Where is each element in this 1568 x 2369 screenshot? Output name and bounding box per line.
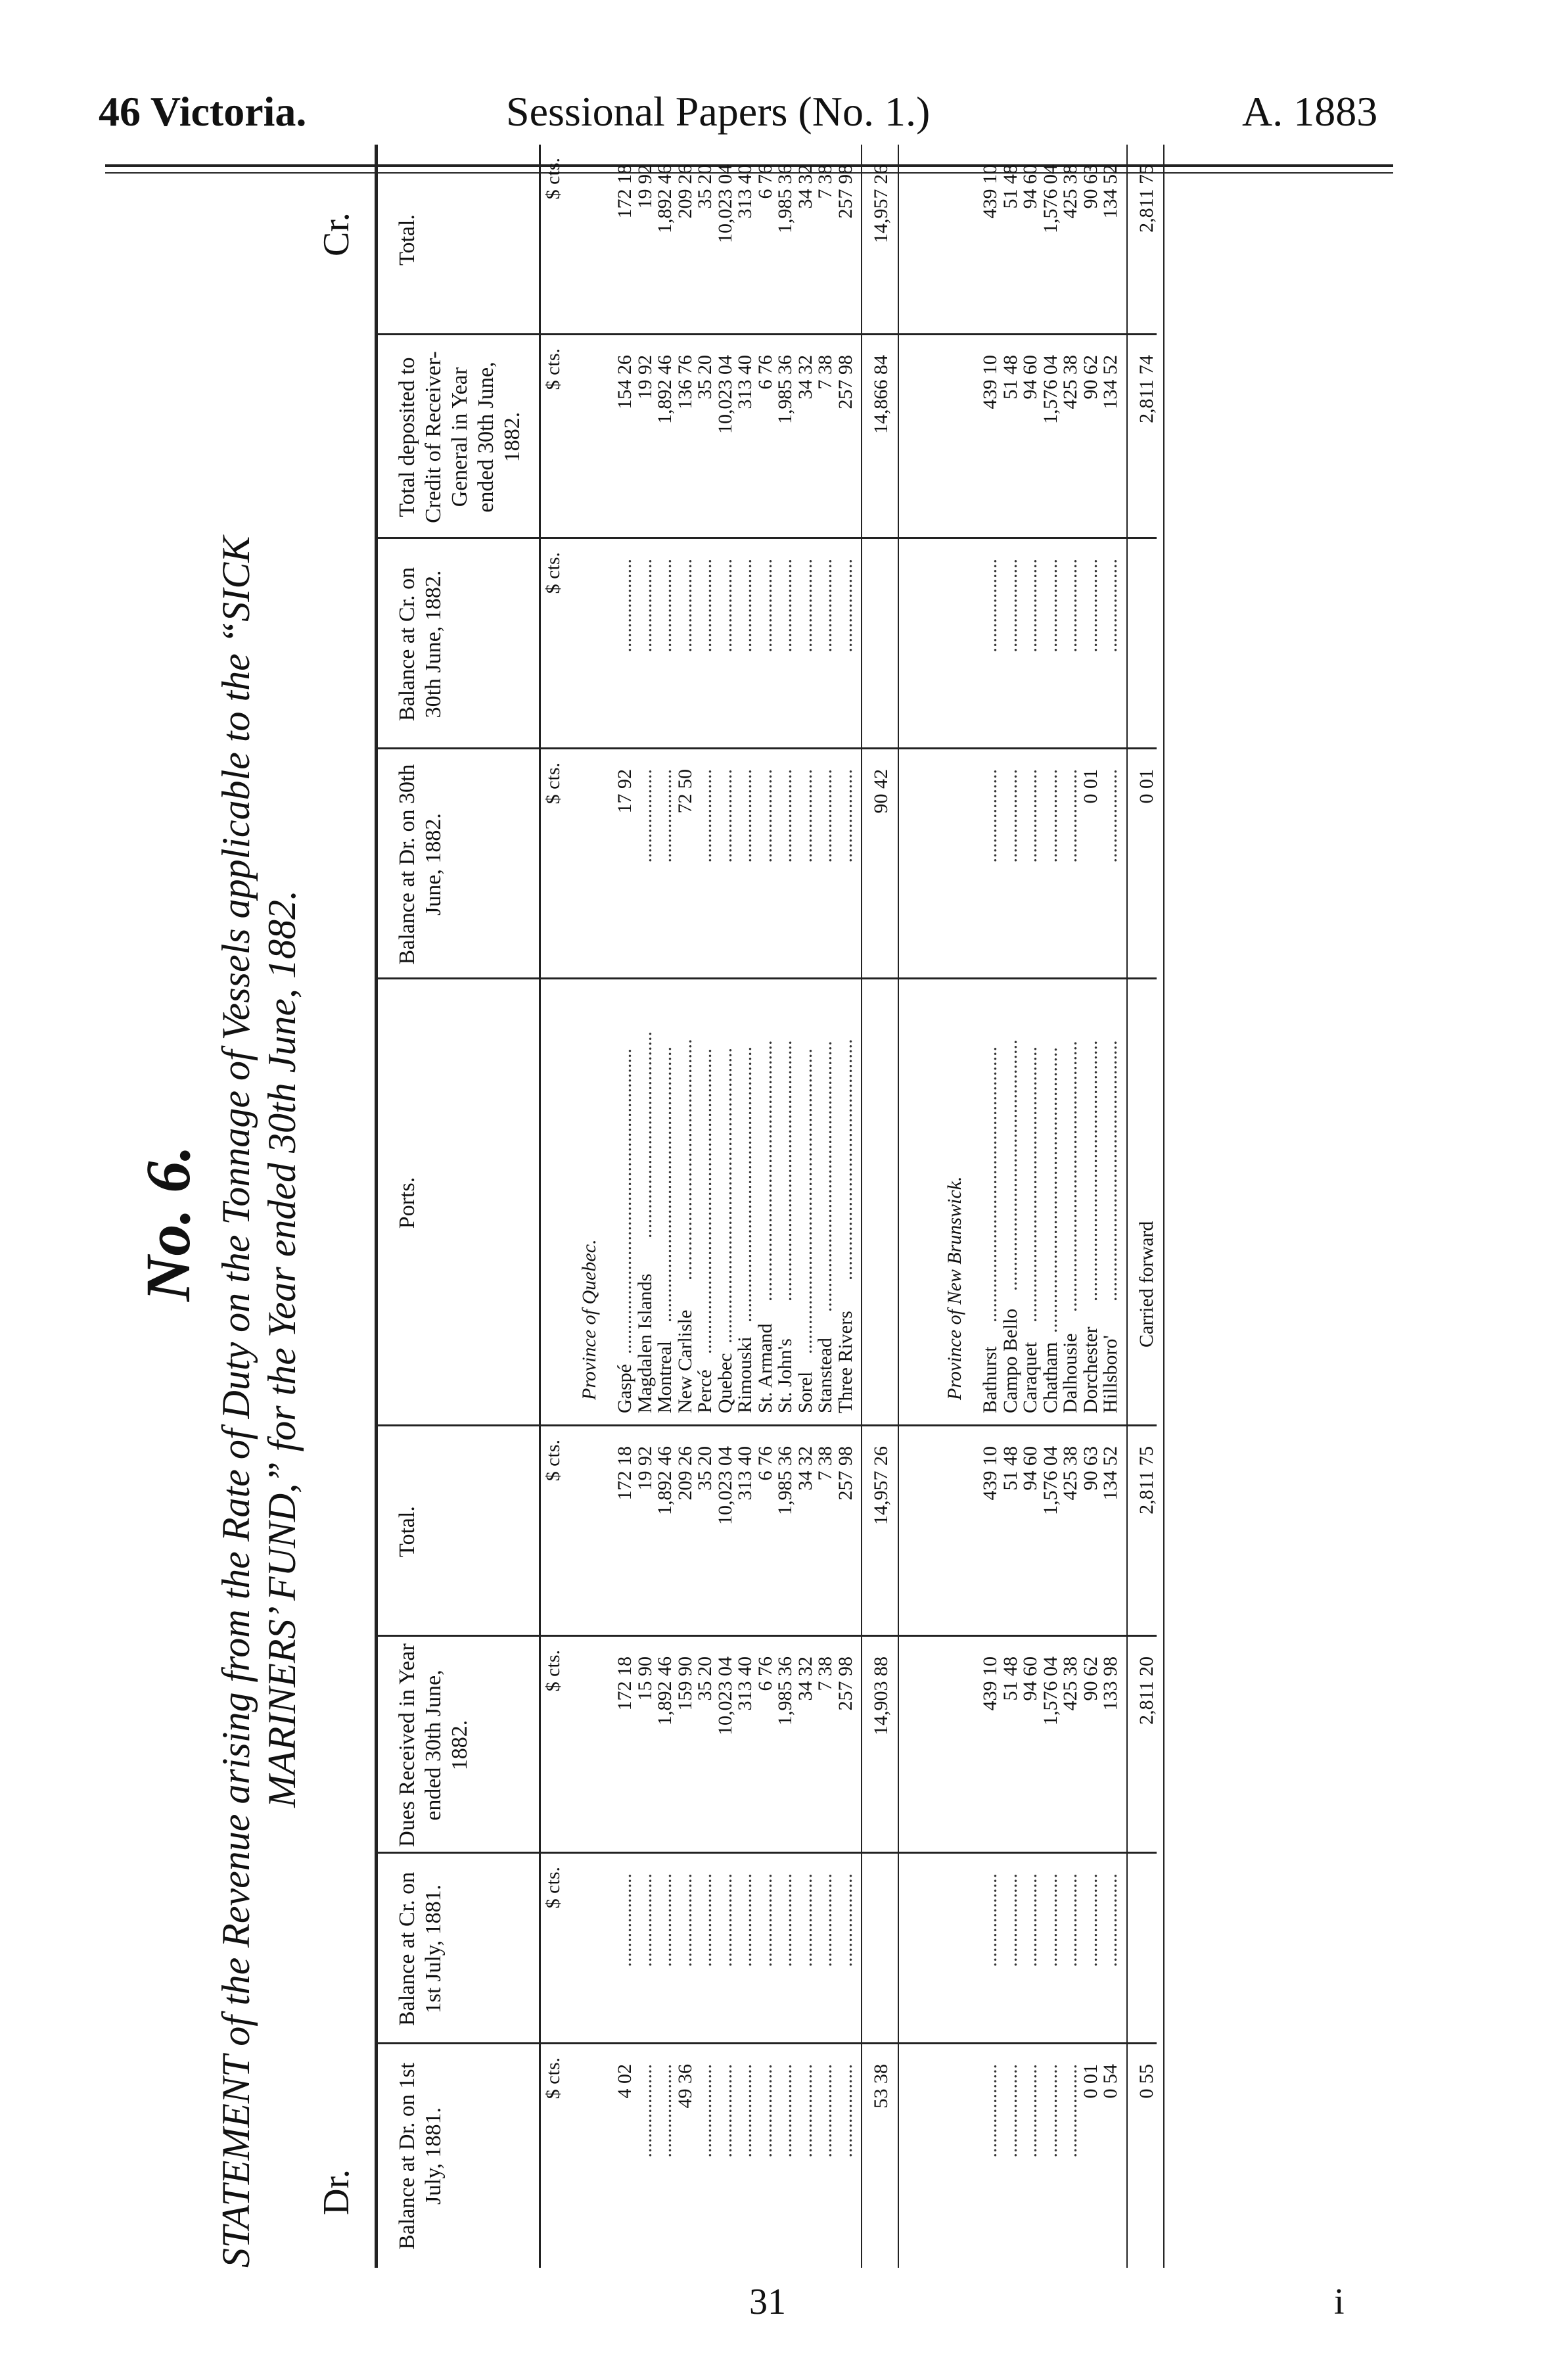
statement-title-line2: MARINERS’ FUND,” for the Year ended 30th June, 1882. <box>260 890 304 1808</box>
port-name: Sorel <box>794 1371 816 1413</box>
cell-bal_cr_1881: ................... <box>754 1873 776 1967</box>
cell-bal_dr_1882: ................... <box>794 769 816 863</box>
cell-dues: 15 90 <box>634 1656 656 1701</box>
port-name: Montreal <box>654 1341 676 1413</box>
cell-deposited: 7 38 <box>814 355 836 390</box>
cell-total_cr: 425 38 <box>1059 164 1081 219</box>
section-total-rule <box>1126 145 1128 2268</box>
cell-bal_cr_1881: ................... <box>1079 1873 1101 1967</box>
cell-bal_dr_1882: ................... <box>734 769 756 863</box>
cell-dues: 1,985 36 <box>774 1656 796 1725</box>
port-leader: .............................................................. <box>614 1048 635 1354</box>
cell-total: 209 26 <box>674 1446 696 1501</box>
cell-dues: 159 90 <box>674 1656 696 1711</box>
port-leader: ..................................................... <box>1099 1040 1121 1302</box>
cell-bal_dr_1881: ................... <box>734 2064 756 2158</box>
cell-bal_dr_1881: ................... <box>999 2064 1021 2158</box>
cell-bal_dr_1882: ................... <box>754 769 776 863</box>
column-divider <box>375 537 1157 539</box>
cell-total: 172 18 <box>614 1446 635 1501</box>
cell-bal_cr_1882: ................... <box>1019 559 1041 653</box>
cell-bal_cr_1882: ................... <box>654 559 676 653</box>
cell-bal_cr_1881: ................... <box>834 1873 856 1967</box>
cell-total_cr: 209 26 <box>674 164 696 219</box>
cell-bal_cr_1881: ................... <box>654 1873 676 1967</box>
port-leader: ....................................................... <box>1059 1041 1081 1312</box>
cell-total_cr: 34 32 <box>794 164 816 209</box>
cell-bal_dr_1881: 4 02 <box>614 2064 635 2099</box>
port-name: Rimouski <box>734 1336 756 1413</box>
cell-total_cr: 257 98 <box>834 164 856 219</box>
column-header-port: Ports. <box>395 1177 419 1229</box>
cell-bal_dr_1881: ................... <box>774 2064 796 2158</box>
cell-bal_dr_1881: 49 36 <box>674 2064 696 2109</box>
rotated-statement <box>131 131 1406 2268</box>
cell-bal_cr_1882: ................... <box>614 559 635 653</box>
cell-bal_dr_1881: ................... <box>814 2064 836 2158</box>
cell-dues: 10,023 04 <box>714 1656 736 1735</box>
port-name: St. John's <box>774 1338 796 1413</box>
cell-total_cr: 7 38 <box>814 164 836 199</box>
cell-bal_dr_1881: ................... <box>694 2064 716 2158</box>
cell-bal_dr_1881: ................... <box>654 2064 676 2158</box>
header-bottom-rule <box>539 145 541 2268</box>
port-name: Percé <box>694 1369 716 1413</box>
cell-bal_cr_1881: ................... <box>979 1873 1001 1967</box>
carried-forward: Carried forward <box>1135 1221 1157 1348</box>
cell-bal_cr_1882: ................... <box>1039 559 1061 653</box>
cell-total_cr: 6 76 <box>754 164 776 199</box>
cell-total_cr: 134 52 <box>1099 164 1121 219</box>
cell-total: 425 38 <box>1059 1446 1081 1501</box>
column-header-bal_dr_1881: Balance at Dr. on 1st July, 1881. <box>395 2062 446 2250</box>
cell-bal_dr_1882: 17 92 <box>614 769 635 814</box>
header-right: A. 1883 <box>1242 88 1378 135</box>
port-leader: ............................................................ <box>714 1048 736 1344</box>
cell-deposited: 35 20 <box>694 355 716 400</box>
cell-total: 19 92 <box>634 1446 656 1491</box>
cell-deposited: 34 32 <box>794 355 816 400</box>
cell-deposited: 1,892 46 <box>654 355 676 424</box>
cell-bal_dr_1881: ................... <box>794 2064 816 2158</box>
cell-dues: 90 62 <box>1079 1656 1101 1701</box>
total-total: 2,811 75 <box>1135 1446 1157 1514</box>
cell-total: 1,892 46 <box>654 1446 676 1515</box>
cell-bal_cr_1882: ................... <box>979 559 1001 653</box>
cell-bal_cr_1881: ................... <box>1099 1873 1121 1967</box>
port-leader: .............................................................. <box>794 1048 816 1354</box>
cell-deposited: 1,985 36 <box>774 355 796 424</box>
unit-label: $ cts. <box>542 2057 564 2099</box>
port-name: Bathurst <box>979 1346 1001 1413</box>
cell-dues: 133 98 <box>1099 1656 1121 1711</box>
cell-deposited: 439 10 <box>979 355 1001 410</box>
port-name: Chatham <box>1039 1342 1061 1413</box>
cell-total_cr: 10,023 04 <box>714 164 736 243</box>
total-dues: 2,811 20 <box>1135 1656 1157 1725</box>
cell-total_cr: 313 40 <box>734 164 756 219</box>
port-name: Hillsboro' <box>1099 1335 1121 1413</box>
cell-total: 10,023 04 <box>714 1446 736 1525</box>
cell-total: 257 98 <box>834 1446 856 1501</box>
port-name: Gaspé <box>614 1364 635 1413</box>
cell-bal_cr_1882: ................... <box>794 559 816 653</box>
cell-bal_cr_1882: ................... <box>1079 559 1101 653</box>
cell-bal_dr_1882: ................... <box>714 769 736 863</box>
cell-total_cr: 90 63 <box>1079 164 1101 209</box>
column-divider <box>375 333 1157 335</box>
cell-bal_dr_1882: ................... <box>1019 769 1041 863</box>
cell-total: 7 38 <box>814 1446 836 1481</box>
cell-bal_cr_1882: ................... <box>634 559 656 653</box>
province-heading: Province of New Brunswick. <box>944 1176 965 1400</box>
port-leader: ................................................... <box>999 1039 1021 1291</box>
signature-left: 31 <box>749 2282 786 2322</box>
port-leader: ................................................. <box>834 1039 856 1280</box>
port-name: Caraquet <box>1019 1342 1041 1413</box>
province-heading: Province of Quebec. <box>578 1239 600 1400</box>
cell-total: 439 10 <box>979 1446 1001 1501</box>
unit-label: $ cts. <box>542 348 564 390</box>
cell-bal_cr_1881: ................... <box>1039 1873 1061 1967</box>
cell-total_cr: 1,576 04 <box>1039 164 1061 233</box>
port-leader: ........................................................ <box>654 1046 676 1323</box>
unit-label: $ cts. <box>542 1440 564 1482</box>
total-bal_dr_1881: 0 55 <box>1135 2064 1157 2099</box>
cell-bal_dr_1882: ................... <box>634 769 656 863</box>
cell-bal_cr_1882: ................... <box>754 559 776 653</box>
cell-bal_dr_1881: 0 01 <box>1079 2064 1101 2099</box>
signature-right: i <box>1334 2282 1345 2322</box>
column-divider <box>375 1424 1157 1426</box>
cell-deposited: 1,576 04 <box>1039 355 1061 424</box>
port-name: Three Rivers <box>834 1311 856 1413</box>
cell-bal_dr_1881: ................... <box>634 2064 656 2158</box>
column-divider <box>375 977 1157 979</box>
cell-dues: 425 38 <box>1059 1656 1081 1711</box>
cell-bal_cr_1881: ................... <box>999 1873 1021 1967</box>
unit-label: $ cts. <box>542 762 564 805</box>
statement-title-line1: STATEMENT of the Revenue arising from the Rate of Duty on the Tonnage of Vessels applicable to the “SICK <box>214 536 258 2268</box>
cell-total: 313 40 <box>734 1446 756 1501</box>
port-name: St. Armand <box>754 1323 776 1413</box>
cell-bal_cr_1882: ................... <box>674 559 696 653</box>
port-leader: ..................................................... <box>754 1040 776 1302</box>
cell-bal_dr_1882: ................... <box>834 769 856 863</box>
total-deposited: 2,811 74 <box>1135 355 1157 423</box>
cell-deposited: 51 48 <box>999 355 1021 400</box>
cell-bal_cr_1881: ................... <box>694 1873 716 1967</box>
cell-dues: 94 60 <box>1019 1656 1041 1701</box>
column-divider <box>375 2042 1157 2044</box>
cell-total_cr: 35 20 <box>694 164 716 209</box>
cell-bal_dr_1881: ................... <box>834 2064 856 2158</box>
cell-bal_cr_1881: ................... <box>734 1873 756 1967</box>
total-bal_dr_1882: 90 42 <box>870 769 892 814</box>
cell-deposited: 425 38 <box>1059 355 1081 410</box>
total-dues: 14,903 88 <box>870 1656 892 1735</box>
cell-bal_cr_1881: ................... <box>614 1873 635 1967</box>
column-header-bal_cr_1881: Balance at Cr. on 1st July, 1881. <box>395 1871 446 2027</box>
cell-dues: 51 48 <box>999 1656 1021 1701</box>
total-total: 14,957 26 <box>870 1446 892 1525</box>
cell-total_cr: 439 10 <box>979 164 1001 219</box>
port-leader: ....................................................... <box>814 1041 836 1312</box>
cell-total: 94 60 <box>1019 1446 1041 1491</box>
cell-bal_cr_1881: ................... <box>774 1873 796 1967</box>
column-header-bal_cr_1882: Balance at Cr. on 30th June, 1882. <box>395 567 446 722</box>
header-left: 46 Victoria. <box>99 88 307 135</box>
cell-bal_dr_1882: ................... <box>814 769 836 863</box>
port-leader: ........................................................ <box>1019 1046 1041 1323</box>
port-name: New Carlisle <box>674 1309 696 1413</box>
unit-label: $ cts. <box>542 158 564 200</box>
port-name: Campo Bello <box>999 1308 1021 1413</box>
cell-bal_cr_1882: ................... <box>999 559 1021 653</box>
port-name: Dalhousie <box>1059 1333 1081 1413</box>
cell-deposited: 136 76 <box>674 355 696 410</box>
cell-bal_dr_1881: 0 54 <box>1099 2064 1121 2099</box>
cell-deposited: 19 92 <box>634 355 656 400</box>
column-header-deposited: Total deposited to Credit of Receiver-General in Year ended 30th June, 1882. <box>395 351 524 523</box>
cell-bal_cr_1881: ................... <box>1019 1873 1041 1967</box>
total-total_cr: 14,957 26 <box>870 164 892 243</box>
cell-dues: 1,892 46 <box>654 1656 676 1725</box>
side-dr: Dr. <box>316 2169 357 2215</box>
cell-dues: 313 40 <box>734 1656 756 1711</box>
unit-label: $ cts. <box>542 552 564 594</box>
column-header-total: Total. <box>395 1506 419 1557</box>
cell-bal_cr_1882: ................... <box>834 559 856 653</box>
column-header-dues: Dues Received in Year ended 30th June, 1882. <box>395 1643 472 1847</box>
unit-label: $ cts. <box>542 1867 564 1909</box>
cell-bal_dr_1881: ................... <box>1059 2064 1081 2158</box>
cell-bal_cr_1882: ................... <box>714 559 736 653</box>
column-divider <box>375 1852 1157 1854</box>
cell-bal_cr_1881: ................... <box>794 1873 816 1967</box>
cell-dues: 35 20 <box>694 1656 716 1701</box>
cell-deposited: 154 26 <box>614 355 635 410</box>
port-leader: .......................................................... <box>1039 1047 1061 1333</box>
port-name: Magdalen Islands <box>634 1273 656 1413</box>
cell-dues: 172 18 <box>614 1656 635 1711</box>
cell-bal_dr_1881: ................... <box>1039 2064 1061 2158</box>
port-leader: ..................................................... <box>1079 1040 1101 1302</box>
column-header-total_cr: Total. <box>395 214 419 266</box>
column-header-bal_dr_1882: Balance at Dr. on 30th June, 1882. <box>395 764 446 965</box>
cell-deposited: 90 62 <box>1079 355 1101 400</box>
port-leader: .............................................................. <box>694 1048 716 1354</box>
cell-deposited: 134 52 <box>1099 355 1121 410</box>
cell-deposited: 257 98 <box>834 355 856 410</box>
cell-bal_dr_1882: ................... <box>774 769 796 863</box>
port-leader: ..................................................... <box>774 1040 796 1302</box>
cell-total: 90 63 <box>1079 1446 1101 1491</box>
cell-bal_cr_1882: ................... <box>1059 559 1081 653</box>
cell-total_cr: 1,985 36 <box>774 164 796 233</box>
cell-total: 34 32 <box>794 1446 816 1491</box>
port-name: Quebec <box>714 1353 736 1413</box>
cell-bal_dr_1881: ................... <box>754 2064 776 2158</box>
cell-bal_cr_1881: ................... <box>814 1873 836 1967</box>
cell-bal_cr_1881: ................... <box>674 1873 696 1967</box>
cell-bal_dr_1882: ................... <box>654 769 676 863</box>
cell-deposited: 10,023 04 <box>714 355 736 434</box>
section-bottom-rule <box>1163 145 1164 2268</box>
column-divider <box>375 747 1157 749</box>
cell-total_cr: 19 92 <box>634 164 656 209</box>
cell-total_cr: 94 60 <box>1019 164 1041 209</box>
cell-dues: 6 76 <box>754 1656 776 1691</box>
cell-dues: 1,576 04 <box>1039 1656 1061 1725</box>
cell-deposited: 313 40 <box>734 355 756 410</box>
cell-bal_dr_1881: ................... <box>1019 2064 1041 2158</box>
port-leader: ................................................. <box>674 1039 696 1280</box>
cell-bal_cr_1882: ................... <box>734 559 756 653</box>
cell-total_cr: 51 48 <box>999 164 1021 209</box>
cell-dues: 257 98 <box>834 1656 856 1711</box>
cell-total: 35 20 <box>694 1446 716 1491</box>
cell-bal_dr_1882: ................... <box>1039 769 1061 863</box>
port-leader: .......................................... <box>634 1031 656 1238</box>
cell-bal_dr_1882: ................... <box>979 769 1001 863</box>
cell-bal_dr_1882: ................... <box>1059 769 1081 863</box>
cell-bal_dr_1882: 72 50 <box>674 769 696 814</box>
cell-total: 1,985 36 <box>774 1446 796 1515</box>
section-total-rule <box>861 145 862 2268</box>
cell-deposited: 6 76 <box>754 355 776 390</box>
cell-total: 51 48 <box>999 1446 1021 1491</box>
statement-number: No. 6. <box>133 1145 203 1302</box>
port-leader: ........................................................ <box>734 1046 756 1323</box>
cell-bal_dr_1881: ................... <box>714 2064 736 2158</box>
cell-bal_dr_1882: 0 01 <box>1079 769 1101 804</box>
cell-dues: 7 38 <box>814 1656 836 1691</box>
port-name: Stanstead <box>814 1338 836 1413</box>
total-deposited: 14,866 84 <box>870 355 892 434</box>
cell-bal_cr_1881: ................... <box>1059 1873 1081 1967</box>
total-total_cr: 2,811 75 <box>1135 164 1157 233</box>
cell-dues: 439 10 <box>979 1656 1001 1711</box>
cell-total: 6 76 <box>754 1446 776 1481</box>
unit-label: $ cts. <box>542 1650 564 1692</box>
cell-bal_cr_1882: ................... <box>1099 559 1121 653</box>
total-bal_dr_1881: 53 38 <box>870 2064 892 2109</box>
cell-bal_cr_1881: ................... <box>714 1873 736 1967</box>
port-name: Dorchester <box>1079 1326 1101 1413</box>
cell-dues: 34 32 <box>794 1656 816 1701</box>
cell-bal_cr_1882: ................... <box>774 559 796 653</box>
cell-bal_cr_1882: ................... <box>814 559 836 653</box>
total-bal_dr_1882: 0 01 <box>1135 769 1157 804</box>
cell-bal_dr_1882: ................... <box>694 769 716 863</box>
section-bottom-rule <box>898 145 899 2268</box>
cell-total_cr: 172 18 <box>614 164 635 219</box>
cell-deposited: 94 60 <box>1019 355 1041 400</box>
cell-total_cr: 1,892 46 <box>654 164 676 233</box>
side-cr: Cr. <box>316 212 357 256</box>
column-divider <box>375 1635 1157 1637</box>
cell-bal_dr_1881: ................... <box>979 2064 1001 2158</box>
header-center: Sessional Papers (No. 1.) <box>506 88 931 135</box>
cell-total: 134 52 <box>1099 1446 1121 1501</box>
cell-bal_cr_1881: ................... <box>634 1873 656 1967</box>
cell-bal_cr_1882: ................... <box>694 559 716 653</box>
cell-bal_dr_1882: ................... <box>999 769 1021 863</box>
cell-total: 1,576 04 <box>1039 1446 1061 1515</box>
cell-bal_dr_1882: ................... <box>1099 769 1121 863</box>
port-leader: ........................................................ <box>979 1046 1001 1323</box>
table-top-rule <box>375 145 378 2268</box>
